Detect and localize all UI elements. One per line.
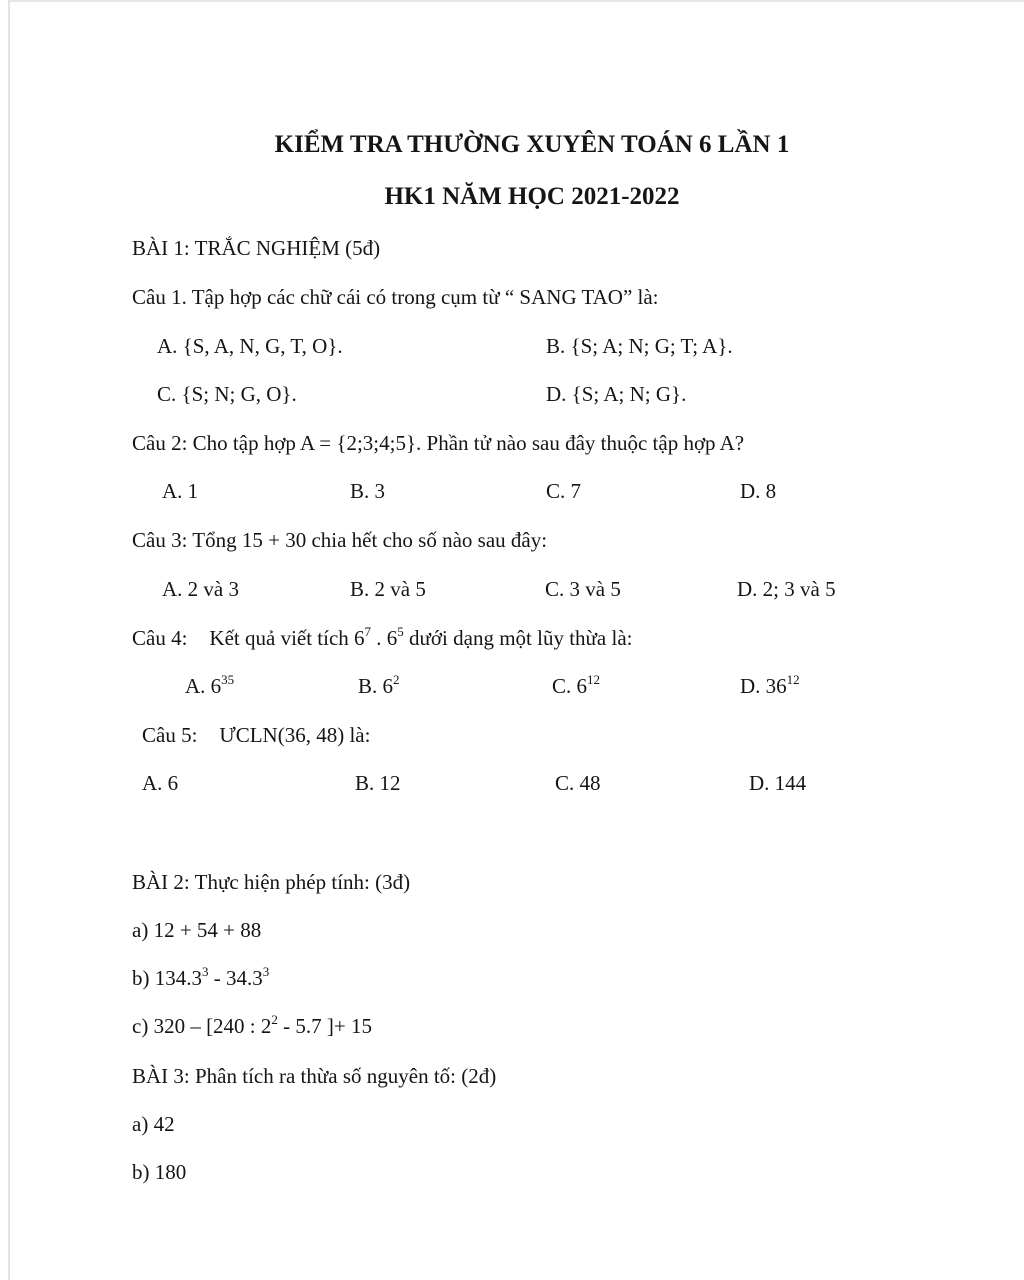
bai3-item-b: b) 180: [132, 1160, 187, 1184]
bai2-heading: BÀI 2: Thực hiện phép tính: (3đ): [132, 870, 411, 894]
bai3-item-a: a) 42: [132, 1112, 175, 1136]
exponent: 5: [397, 624, 404, 639]
cau2-option-d: D. 8: [740, 479, 777, 503]
bai2-item-a: a) 12 + 54 + 88: [132, 918, 262, 942]
bai1-heading: BÀI 1: TRẮC NGHIỆM (5đ): [132, 236, 381, 260]
cau4-option-c: C. $6^{12}$: [552, 672, 601, 698]
cau4-question: [132, 624, 632, 652]
cau2-option-b: B. 3: [350, 479, 386, 503]
cau4-text: . 6: [371, 626, 398, 650]
cau4-text: Kết quả viết tích 6: [209, 626, 365, 650]
cau2-option-c: C. 7: [546, 479, 582, 503]
doc-title: KIỂM TRA THƯỜNG XUYÊN TOÁN 6 LẦN 1: [274, 131, 790, 158]
cau3-question: Câu 3: Tổng 15 + 30 chia hết cho số nào sau đây:: [132, 528, 548, 552]
cau4-option-b: B. $6^2$: [358, 672, 400, 698]
cau5-option-a: A. 6: [142, 771, 179, 795]
bai2-item-c: c) 320 – [240 : $2^2 - 5.7$ ]+ 15: [132, 1012, 372, 1038]
cau3-option-d: D. 2; 3 và 5: [737, 577, 836, 601]
cau5-option-b: B. 12: [355, 771, 401, 795]
cau5-text: ƯCLN(36, 48) là:: [219, 723, 371, 747]
cau2-question: Câu 2: Cho tập hợp A = {2;3;4;5}. Phần tử nào sau đây thuộc tập hợp A?: [132, 431, 745, 455]
cau4-option-d: D. $36^{12}$: [740, 672, 800, 698]
cau5-label: Câu 5:: [142, 723, 198, 747]
exponent: 7: [364, 624, 372, 639]
cau5-option-c: C. 48: [555, 771, 601, 795]
cau1-option-d: D. {S; A; N; G}.: [546, 382, 687, 406]
cau1-option-b: B. {S; A; N; G; T; A}.: [546, 334, 733, 358]
doc-subtitle: HK1 NĂM HỌC 2021-2022: [384, 183, 680, 210]
cau3-option-c: C. 3 và 5: [545, 577, 621, 601]
bai3-heading: BÀI 3: Phân tích ra thừa số nguyên tố: (2đ): [132, 1064, 497, 1088]
cau4-option-a: A. $6^{35}$: [185, 672, 235, 698]
cau1-question: Câu 1. Tập hợp các chữ cái có trong cụm từ “ SANG TAO” là:: [132, 285, 659, 309]
cau3-option-a: A. 2 và 3: [162, 577, 239, 601]
cau1-option-a: A. {S, A, N, G, T, O}.: [157, 334, 343, 358]
cau4-text: dưới dạng một lũy thừa là:: [403, 626, 633, 650]
cau3-option-b: B. 2 và 5: [350, 577, 426, 601]
cau2-option-a: A. 1: [162, 479, 199, 503]
cau1-option-c: C. {S; N; G, O}.: [157, 382, 297, 406]
cau5-option-d: D. 144: [749, 771, 807, 795]
cau4-label: Câu 4:: [132, 626, 188, 650]
bai2-item-b: b) 134.3$^3$ - 34.3$^3$: [132, 964, 270, 990]
cau5-question: [142, 721, 370, 749]
